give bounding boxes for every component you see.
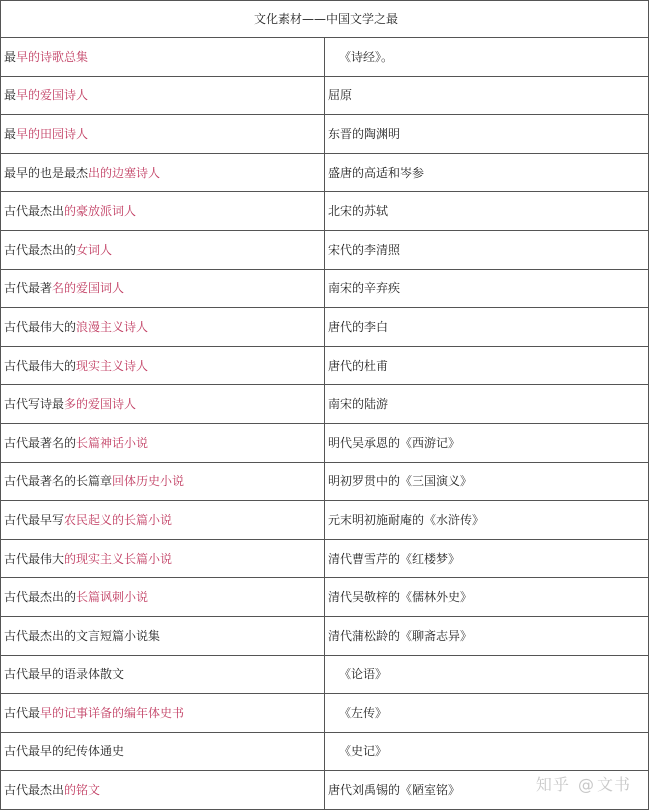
category-text: 古代最早的语录体散文 <box>4 667 125 682</box>
record-answer: 南宋的辛弃疾 <box>325 269 649 308</box>
record-answer: 清代蒲松龄的《聊斋志异》 <box>325 616 649 655</box>
category-highlight: 早的诗歌总集 <box>16 49 89 64</box>
category-text: 古代最伟大 <box>4 551 65 566</box>
category-highlight: 早的爱国诗人 <box>16 88 89 103</box>
category-text: 古代最杰出的 <box>4 590 77 605</box>
category-highlight: 名的爱国词人 <box>52 281 125 296</box>
table-row <box>1 694 649 733</box>
category-text: 古代最杰出的文言短篇小说集 <box>4 628 161 643</box>
category-text: 古代写诗最 <box>4 397 65 412</box>
category-text: 古代最伟大的 <box>4 358 77 373</box>
category-text: 古代最杰出 <box>4 204 65 219</box>
category-highlight: 浪漫主义诗人 <box>76 319 149 334</box>
record-category <box>1 269 325 308</box>
category-text: 最早的也是最杰 <box>4 165 89 180</box>
record-category <box>1 501 325 540</box>
table-row <box>1 153 649 192</box>
record-category <box>1 115 325 154</box>
record-category <box>1 346 325 385</box>
table-row <box>1 385 649 424</box>
table-row <box>1 76 649 115</box>
category-text: 古代最早写 <box>4 512 65 527</box>
table-row <box>1 501 649 540</box>
record-category <box>1 694 325 733</box>
table-row <box>1 269 649 308</box>
category-text: 古代最伟大的 <box>4 319 77 334</box>
record-answer: 唐代的李白 <box>325 308 649 347</box>
record-category <box>1 539 325 578</box>
watermark-at: @ <box>577 775 595 794</box>
category-highlight: 现实主义诗人 <box>76 358 149 373</box>
record-category <box>1 462 325 501</box>
table-row <box>1 539 649 578</box>
record-category <box>1 616 325 655</box>
category-highlight: 回体历史小说 <box>112 474 185 489</box>
table-row <box>1 732 649 771</box>
category-highlight: 的现实主义长篇小说 <box>64 551 173 566</box>
record-category <box>1 578 325 617</box>
table-row <box>1 578 649 617</box>
table-row <box>1 308 649 347</box>
table-row <box>1 192 649 231</box>
table-row <box>1 38 649 77</box>
record-answer: 东晋的陶渊明 <box>325 115 649 154</box>
category-highlight: 的豪放派词人 <box>64 204 137 219</box>
record-answer: 屈原 <box>325 76 649 115</box>
category-highlight: 早的田园诗人 <box>16 126 89 141</box>
record-category <box>1 423 325 462</box>
table-row <box>1 655 649 694</box>
record-category <box>1 385 325 424</box>
record-category <box>1 76 325 115</box>
record-category <box>1 38 325 77</box>
table-row <box>1 346 649 385</box>
title-row <box>1 1 649 38</box>
record-answer: 盛唐的高适和岑参 <box>325 153 649 192</box>
record-category <box>1 655 325 694</box>
record-answer: 明初罗贯中的《三国演义》 <box>325 462 649 501</box>
watermark-brand: 知乎 <box>535 775 570 794</box>
record-category <box>1 732 325 771</box>
record-answer: 宋代的李清照 <box>325 230 649 269</box>
category-highlight: 女词人 <box>76 242 113 257</box>
watermark-author: 文书 <box>596 775 631 794</box>
record-category <box>1 192 325 231</box>
table-row <box>1 115 649 154</box>
category-text: 古代最 <box>4 705 41 720</box>
category-highlight: 农民起义的长篇小说 <box>64 512 173 527</box>
category-highlight: 早的记事详备的编年体史书 <box>40 705 185 720</box>
category-highlight: 多的爱国诗人 <box>64 397 137 412</box>
record-answer: 元末明初施耐庵的《水浒传》 <box>325 501 649 540</box>
table-title: 文化素材——中国文学之最 <box>1 1 649 38</box>
category-highlight: 长篇讽刺小说 <box>76 590 149 605</box>
category-text: 最 <box>4 126 17 141</box>
record-answer: 明代吴承恩的《西游记》 <box>325 423 649 462</box>
record-answer: 《左传》 <box>325 694 649 733</box>
category-text: 古代最著名的 <box>4 435 77 450</box>
category-text: 古代最著 <box>4 281 53 296</box>
record-answer: 南宋的陆游 <box>325 385 649 424</box>
category-text: 最 <box>4 88 17 103</box>
table-row <box>1 230 649 269</box>
record-answer: 唐代的杜甫 <box>325 346 649 385</box>
record-answer: 北宋的苏轼 <box>325 192 649 231</box>
watermark <box>536 772 631 795</box>
category-text: 古代最早的纪传体通史 <box>4 744 125 759</box>
category-text: 古代最著名的长篇章 <box>4 474 113 489</box>
table-row <box>1 423 649 462</box>
category-highlight: 的铭文 <box>64 783 101 798</box>
table-row <box>1 462 649 501</box>
category-text: 古代最杰出的 <box>4 242 77 257</box>
category-highlight: 长篇神话小说 <box>76 435 149 450</box>
record-category <box>1 230 325 269</box>
record-answer: 《诗经》。 <box>325 38 649 77</box>
record-answer: 清代曹雪芹的《红楼梦》 <box>325 539 649 578</box>
record-answer: 唐代刘禹锡的《陋室铭》 <box>325 771 649 810</box>
record-category <box>1 308 325 347</box>
category-text: 古代最杰出 <box>4 783 65 798</box>
record-category <box>1 771 325 810</box>
record-answer: 清代吴敬梓的《儒林外史》 <box>325 578 649 617</box>
table-row <box>1 616 649 655</box>
category-highlight: 出的边塞诗人 <box>88 165 161 180</box>
record-answer: 《史记》 <box>325 732 649 771</box>
category-text: 最 <box>4 49 17 64</box>
record-answer: 《论语》 <box>325 655 649 694</box>
record-category <box>1 153 325 192</box>
